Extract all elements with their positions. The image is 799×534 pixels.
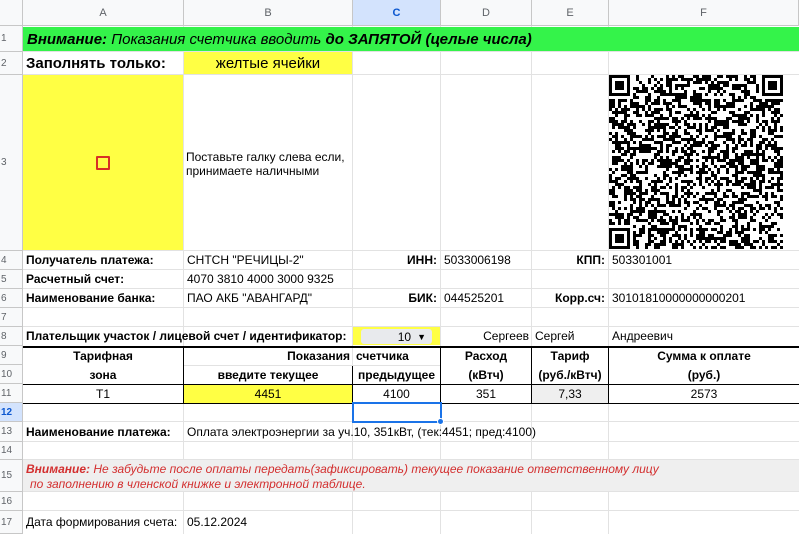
column-header-c[interactable]: C [353, 0, 441, 26]
row-header-3[interactable]: 3 [0, 75, 23, 251]
row-header-16[interactable]: 16 [0, 492, 23, 511]
corr-value[interactable]: 30101810000000000201 [612, 291, 746, 305]
header-sum[interactable]: Сумма к оплате [657, 349, 751, 363]
banner-text: Показания счетчика вводить [111, 30, 322, 48]
payer-label[interactable]: Плательщик участок / лицевой счет / идентификатор: [26, 329, 347, 343]
purpose-value[interactable]: Оплата электроэнергии за уч.10, 351кВт, (тек:4451; пред:4100) [187, 424, 537, 439]
row-header-1[interactable]: 1 [0, 26, 23, 52]
plot-dropdown[interactable] [361, 329, 432, 344]
corr-label[interactable]: Корр.сч: [555, 291, 605, 305]
reminder-text2: по заполнению в членской книжке и электронной таблице. [30, 477, 366, 491]
column-header-a[interactable]: A [23, 0, 184, 26]
row-header-9[interactable]: 9 [0, 346, 23, 365]
previous-reading[interactable]: 4100 [383, 387, 410, 401]
cash-note-line2: принимаете наличными [186, 164, 320, 178]
column-header-e[interactable]: E [532, 0, 609, 26]
bik-value[interactable]: 044525201 [444, 291, 505, 305]
account-label[interactable]: Расчетный счет: [26, 272, 125, 286]
purpose-label[interactable]: Наименование платежа: [26, 424, 171, 439]
sum-value[interactable]: 2573 [690, 387, 718, 401]
select-all-corner[interactable] [0, 0, 23, 26]
kpp-value[interactable]: 503301001 [612, 253, 673, 267]
header-meter[interactable]: счетчика [356, 349, 409, 363]
cash-checkbox[interactable] [96, 156, 110, 170]
column-header-b[interactable]: B [184, 0, 353, 26]
row-header-11[interactable]: 11 [0, 384, 23, 403]
banner-emphasis: до ЗАПЯТОЙ (целые числа) [325, 30, 532, 48]
fill-only-label[interactable]: Заполнять только: [26, 54, 166, 72]
date-value[interactable]: 05.12.2024 [187, 515, 248, 529]
row-header-15[interactable]: 15 [0, 460, 23, 492]
header-tariff-unit[interactable]: (руб./кВтч) [538, 367, 602, 382]
inn-value[interactable]: 5033006198 [444, 253, 511, 267]
qr-modules [609, 75, 783, 249]
recipient-label[interactable]: Получатель платежа: [26, 253, 154, 267]
payer-last-name[interactable]: Сергеев [483, 329, 529, 343]
row-header-7[interactable]: 7 [0, 308, 23, 327]
bik-label[interactable]: БИК: [408, 291, 437, 305]
column-header-f[interactable]: F [609, 0, 799, 26]
column-header-d[interactable]: D [441, 0, 532, 26]
row-header-17[interactable]: 17 [0, 511, 23, 534]
row-header-2[interactable]: 2 [0, 52, 23, 75]
header-zone[interactable]: Тарифная [73, 349, 133, 363]
banner-attention: Внимание: [27, 30, 108, 48]
chevron-down-icon: ▼ [417, 331, 426, 342]
header-current[interactable]: введите текущее [217, 367, 319, 382]
cash-note[interactable] [186, 148, 352, 180]
header-tariff[interactable]: Тариф [550, 349, 590, 363]
current-reading-input[interactable]: 4451 [184, 385, 352, 403]
header-previous[interactable]: предыдущее [357, 367, 436, 382]
inn-label[interactable]: ИНН: [407, 253, 437, 267]
grid-line [531, 26, 532, 534]
account-value[interactable]: 4070 3810 4000 3000 9325 [187, 272, 334, 286]
date-label[interactable]: Дата формирования счета: [26, 515, 178, 529]
header-readings[interactable]: Показания [287, 349, 350, 363]
yellow-cells-note[interactable]: желтые ячейки [184, 52, 352, 74]
row-header-8[interactable]: 8 [0, 327, 23, 346]
header-consumption[interactable]: Расход [464, 349, 508, 363]
row-header-14[interactable]: 14 [0, 442, 23, 460]
grid-line [23, 441, 799, 442]
header-sum-unit[interactable]: (руб.) [687, 367, 721, 382]
zone-value[interactable]: T1 [95, 387, 110, 401]
kpp-label[interactable]: КПП: [576, 253, 605, 267]
grid-line [440, 26, 441, 534]
payer-first-name[interactable]: Сергей [535, 329, 575, 343]
bank-label[interactable]: Наименование банка: [26, 291, 156, 305]
grid-line [183, 26, 184, 534]
tariff-value[interactable]: 7,33 [532, 385, 608, 403]
reminder-text1: Не забудьте после оплаты передать(зафиксировать) текущее показание ответственному лицу [93, 462, 659, 476]
header-consumption-unit[interactable]: (кВтч) [468, 367, 504, 382]
header-zone-sub[interactable]: зона [89, 367, 117, 382]
row-header-6[interactable]: 6 [0, 289, 23, 308]
input-instruction-banner[interactable] [23, 27, 799, 51]
payment-qr-code [609, 75, 783, 249]
row-header-4[interactable]: 4 [0, 251, 23, 270]
row-header-10[interactable]: 10 [0, 365, 23, 384]
consumption-value[interactable]: 351 [475, 387, 497, 401]
recipient-value[interactable]: СНТСН "РЕЧИЦЫ-2" [187, 253, 304, 267]
grid-line [23, 491, 799, 492]
grid-line [23, 307, 799, 308]
plot-value: 10 [397, 329, 412, 344]
payer-patronymic[interactable]: Андреевич [612, 329, 673, 343]
row-header-13[interactable]: 13 [0, 422, 23, 442]
reminder-line1 [26, 462, 796, 476]
bank-value[interactable]: ПАО АКБ "АВАНГАРД" [187, 291, 313, 305]
reminder-attention: Внимание: [26, 462, 91, 476]
cell-selection-c12[interactable] [352, 402, 442, 423]
cash-note-line1: Поставьте галку слева если, [186, 150, 345, 164]
row-header-12[interactable]: 12 [0, 403, 23, 422]
row-header-5[interactable]: 5 [0, 270, 23, 289]
